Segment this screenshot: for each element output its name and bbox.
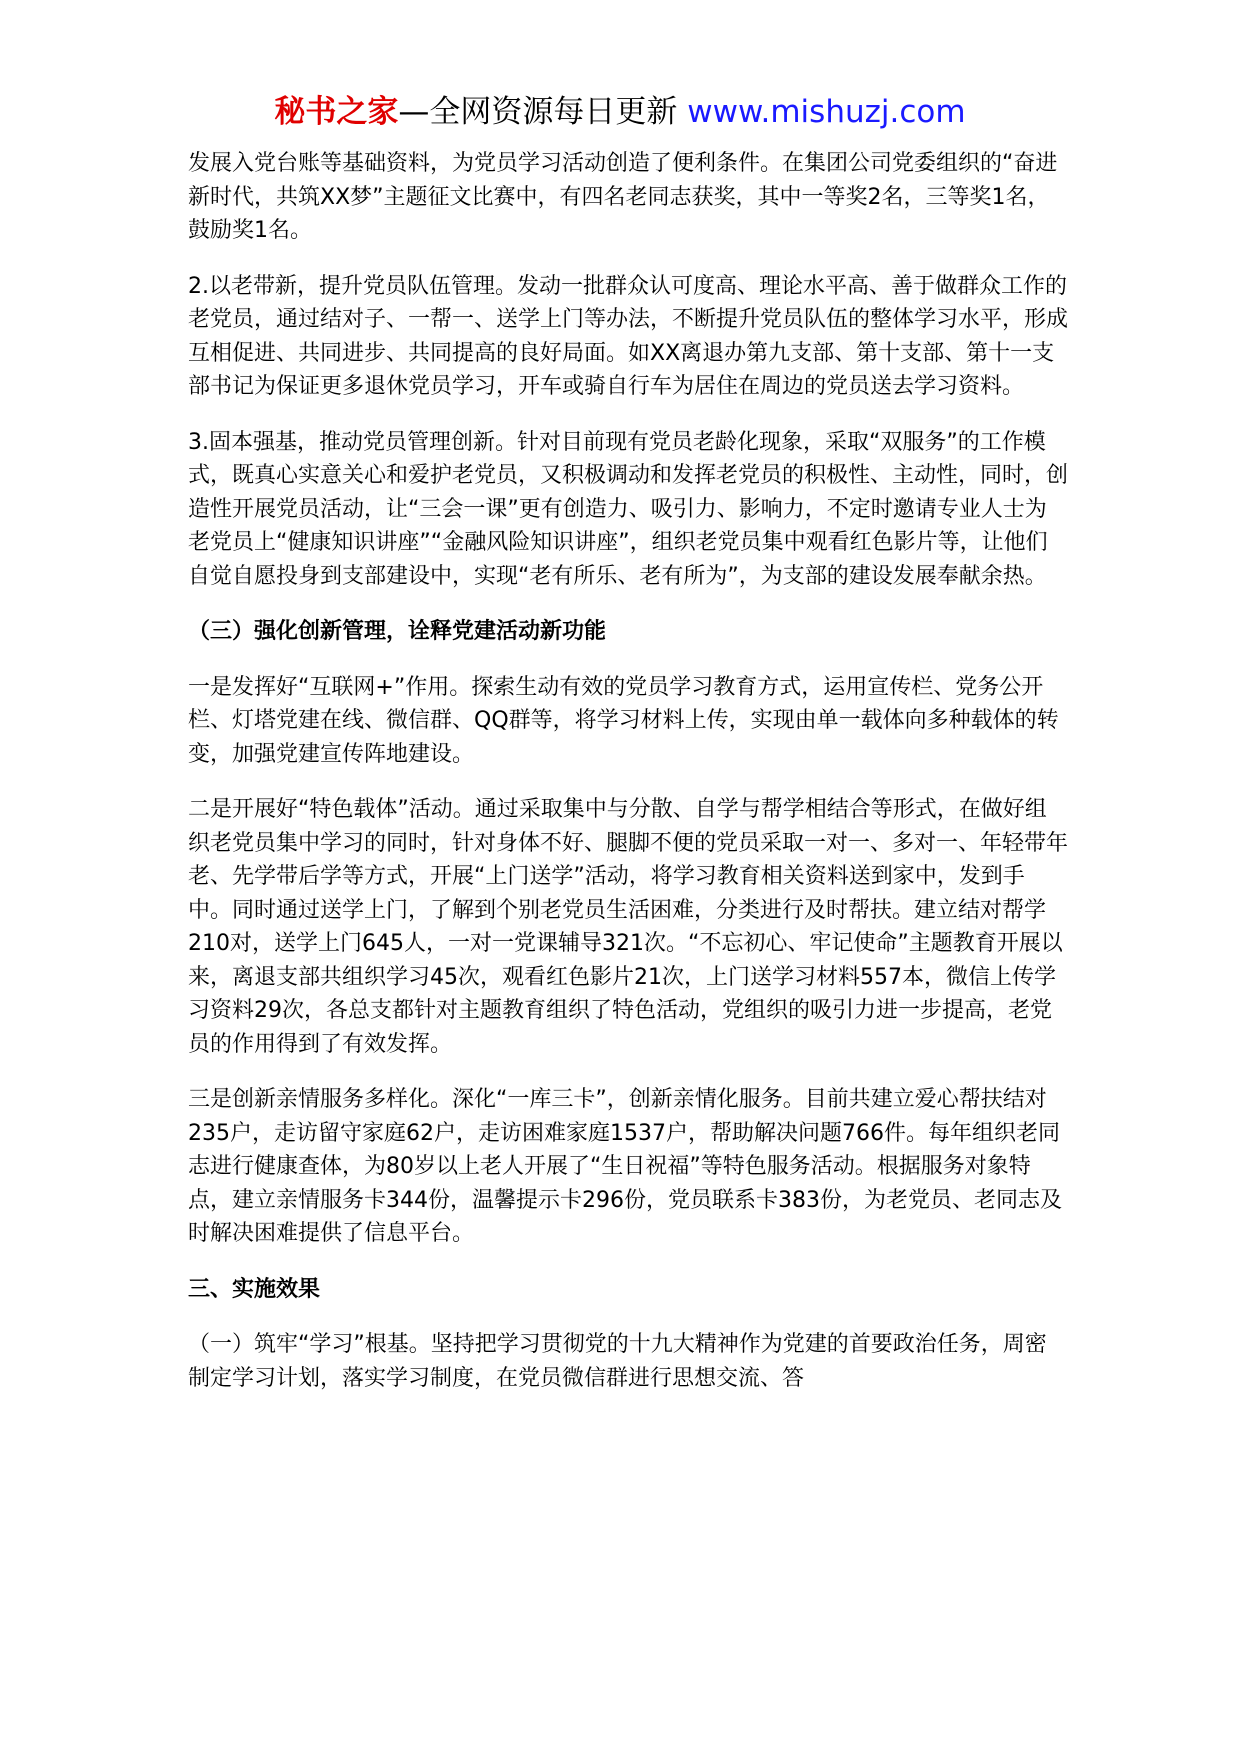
paragraph-intro-continuation: 发展入党台账等基础资料，为党员学习活动创造了便利条件。在集团公司党委组织的“奋进新时代，共筑XX梦”主题征文比赛中，有四名老同志获奖，其中一等奖2名，三等奖1名，鼓励奖1名。 [188, 151, 1058, 243]
site-header [0, 92, 1240, 132]
paragraph-family-service: 三是创新亲情服务多样化。深化“一库三卡”，创新亲情化服务。目前共建立爱心帮扶结对235户，走访留守家庭62户，走访困难家庭1537户，帮助解决问题766件。每年组织老同志进行健康查体，为80岁以上老人开展了“生日祝福”等特色服务活动。根据服务对象特点，建立亲情服务卡344份，温馨提示卡296份，党员联系卡383份，为老党员、老同志及时解决困难提供了信息平台。 [188, 1087, 1062, 1246]
site-brand: 秘书之家 [274, 94, 399, 130]
section-heading-effects: 三、实施效果 [188, 1276, 321, 1302]
paragraph-study-foundation: （一）筑牢“学习”根基。坚持把学习贯彻党的十九大精神作为党建的首要政治任务，周密制定学习计划，落实学习制度，在党员微信群进行思想交流、答 [188, 1332, 1047, 1391]
document-body [188, 147, 1068, 1419]
paragraph-consolidate-foundation: 3.固本强基，推动党员管理创新。针对目前现有党员老龄化现象，采取“双服务”的工作模式，既真心实意关心和爱护老党员，又积极调动和发挥老党员的积极性、主动性，同时，创造性开展党员活动，让“三会一课”更有创造力、吸引力、影响力，不定时邀请专业人士为老党员上“健康知识讲座”“金融风险知识讲座”，组织老党员集中观看红色影片等，让他们自觉自愿投身到支部建设中，实现“老有所乐、老有所为”，为支部的建设发展奉献余热。 [188, 429, 1069, 589]
section-heading-innovation: （三）强化创新管理，诠释党建活动新功能 [188, 619, 607, 644]
site-slogan: —全网资源每日更新 [398, 94, 688, 130]
site-url-link[interactable]: www.mishuzj.com [687, 94, 966, 130]
paragraph-internet-plus: 一是发挥好“互联网+”作用。探索生动有效的党员学习教育方式，运用宣传栏、党务公开栏、灯塔党建在线、微信群、QQ群等，将学习材料上传，实现由单一载体向多种载体的转变，加强党建宣传阵地建设。 [188, 674, 1059, 767]
paragraph-old-leads-new: 2.以老带新，提升党员队伍管理。发动一批群众认可度高、理论水平高、善于做群众工作的老党员，通过结对子、一帮一、送学上门等办法，不断提升党员队伍的整体学习水平，形成互相促进、共同进步、共同提高的良好局面。如XX离退办第九支部、第十支部、第十一支部书记为保证更多退休党员学习，开车或骑自行车为居住在周边的党员送去学习资料。 [188, 273, 1069, 399]
paragraph-special-carriers: 二是开展好“特色载体”活动。通过采取集中与分散、自学与帮学相结合等形式，在做好组织老党员集中学习的同时，针对身体不好、腿脚不便的党员采取一对一、多对一、年轻带年老、先学带后学等方式，开展“上门送学”活动，将学习教育相关资料送到家中，发到手中。同时通过送学上门，了解到个别老党员生活困难，分类进行及时帮扶。建立结对帮学210对，送学上门645人，一对一党课辅导321次。“不忘初心、牢记使命”主题教育开展以来，离退支部共组织学习45次，观看红色影片21次，上门送学习材料557本，微信上传学习资料29次，各总支都针对主题教育组织了特色活动，党组织的吸引力进一步提高，老党员的作用得到了有效发挥。 [188, 797, 1069, 1057]
